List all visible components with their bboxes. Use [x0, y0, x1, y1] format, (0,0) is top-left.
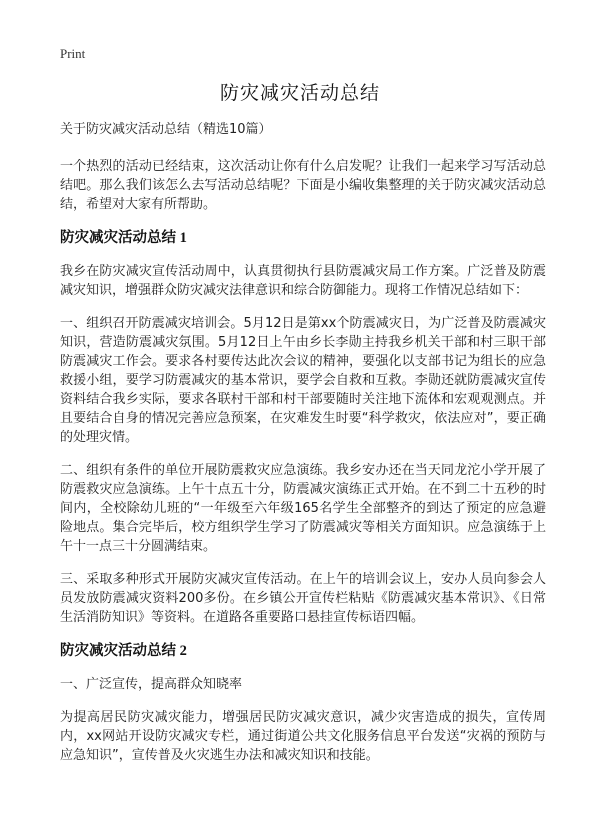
intro-paragraph: 一个热烈的活动已经结束，这次活动让你有什么启发呢？让我们一起来学习写活动总结吧。那么我们该怎么去写活动总结呢？下面是小编收集整理的关于防灾减灾活动总结，希望对大家有所帮助。 [60, 159, 546, 212]
section-1-paragraph: 我乡在防灾减灾宣传活动周中，认真贯彻执行县防震减灾局工作方案。广泛普及防震减灾知识，增强群众防灾减灾法律意识和综合防御能力。现将工作情况总结如下： [60, 264, 546, 298]
section-1-paragraph: 二、组织有条件的单位开展防震救灾应急演练。我乡安办还在当天同龙沱小学开展了防震救灾应急演练。上午十点五十分，防震减灾演练正式开始。在不到二十五秒的时间内，全校除幼儿班的“一年级至六年级165名学生全部整齐的到达了预定的应急避险地点。集合完毕后，校方组织学生学习了防震减灾等相关方面知识。应急演练于上午十一点三十分圆满结束。 [60, 463, 546, 554]
section-2-paragraph: 一、广泛宣传，提高群众知晓率 [60, 677, 243, 692]
print-link[interactable]: Print [60, 46, 86, 61]
section-1-paragraph: 三、采取多种形式开展防灾减灾宣传活动。在上午的培训会议上，安办人员向参会人员发放防震减灾资料200多份。在乡镇公开宣传栏粘贴《防震减灾基本常识》、《日常生活消防知识》等资料。在道路各重要路口悬挂宣传标语四幅。 [60, 572, 546, 625]
page-title: 防灾减灾活动总结 [219, 82, 380, 104]
section-2-paragraph: 为提高居民防灾减灾能力，增强居民防灾减灾意识，减少灾害造成的损失，宣传周内，xx网站开设防灾减灾专栏，通过街道公共文化服务信息平台发送“灾祸的预防与应急知识”，宣传普及火灾逃生办法和减灾知识和技能。 [60, 710, 546, 763]
article-body [60, 120, 546, 779]
section-heading-1: 防灾减灾活动总结 1 [60, 230, 187, 246]
article-subtitle: 关于防灾减灾活动总结（精选10篇） [60, 122, 272, 137]
section-heading-2: 防灾减灾活动总结 2 [60, 643, 187, 659]
section-1-paragraph: 一、组织召开防震减灾培训会。5月12日是第xx个防震减灾日，为广泛普及防震减灾知识，营造防震减灾氛围。5月12日上午由乡长李勋主持我乡机关干部和村三职干部防震减灾工作会。要求各村要传达此次会议的精神，要强化以支部书记为组长的应急救援小组，要学习防震减灾的基本常识，要学会自救和互救。李勋还就防震减灾宣传资料结合我乡实际，要求各联村干部和村干部要随时关注地下流体和宏观观测点。并且要结合自身的情况完善应急预案，在灾难发生时要“科学救灾，依法应对”，要正确的处理灾情。 [60, 316, 546, 445]
